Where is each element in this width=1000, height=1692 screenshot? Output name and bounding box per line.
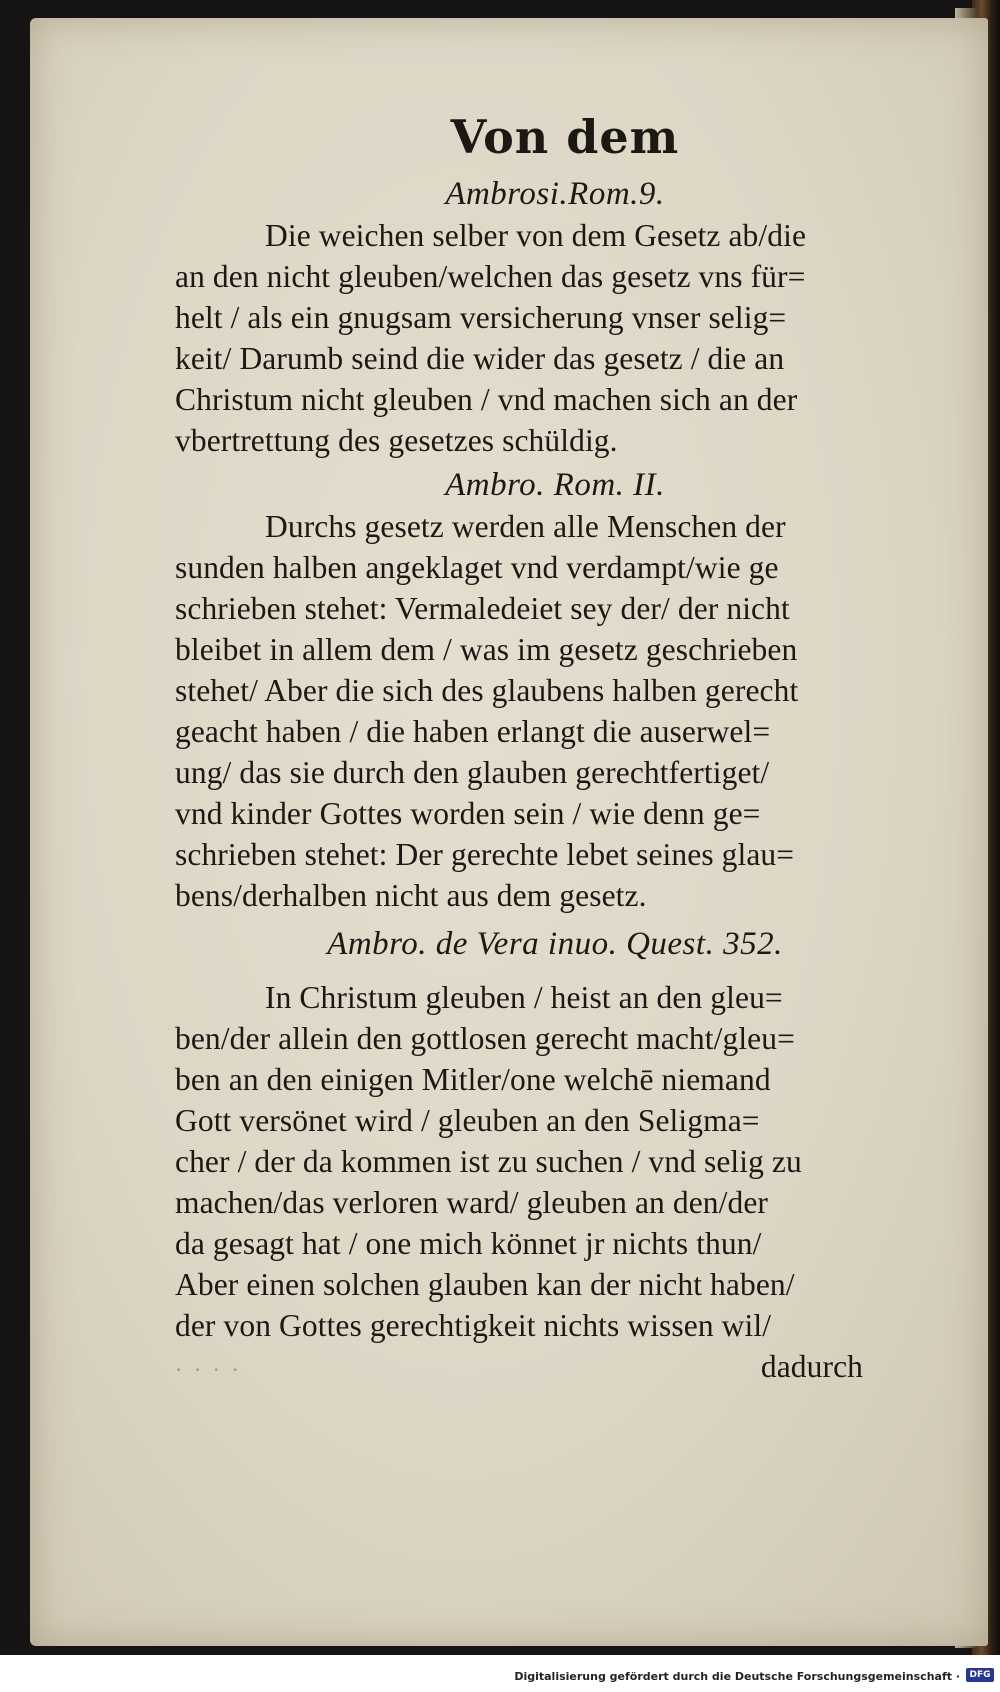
catchword-row xyxy=(175,1346,935,1390)
text-line: Die weichen selber von dem Gesetz ab/die xyxy=(265,218,807,253)
text-line: Gott versönet wird / gleuben an den Seligma= xyxy=(175,1103,760,1138)
text-line: sunden halben angeklaget vnd verdampt/wie ge xyxy=(175,550,779,585)
dfg-logo: DFG xyxy=(966,1668,994,1682)
text-line: an den nicht gleuben/welchen das gesetz vns für= xyxy=(175,259,806,294)
text-line: bleibet in allem dem / was im gesetz geschrieben xyxy=(175,632,798,667)
running-header: Von dem xyxy=(450,110,680,164)
section-paragraph-1 xyxy=(175,215,935,461)
text-line: Christum nicht gleuben / vnd machen sich an der xyxy=(175,382,798,417)
section-paragraph-3 xyxy=(175,977,935,1390)
section-heading-2: Ambro. Rom. II. xyxy=(445,467,665,503)
text-line: Aber einen solchen glauben kan der nicht haben/ xyxy=(175,1267,795,1302)
text-line: ben/der allein den gottlosen gerecht macht/gleu= xyxy=(175,1021,795,1056)
text-line: machen/das verloren ward/ gleuben an den/der xyxy=(175,1185,769,1220)
text-line: ben an den einigen Mitler/one welchē niemand xyxy=(175,1062,771,1097)
digitization-credit: Digitalisierung gefördert durch die Deutsche Forschungsgemeinschaft · xyxy=(514,1670,960,1683)
text-line: schrieben stehet: Vermaledeiet sey der/ der nicht xyxy=(175,591,790,626)
section-paragraph-2 xyxy=(175,506,935,916)
text-line: schrieben stehet: Der gerechte lebet seines glau= xyxy=(175,837,795,872)
text-line: bens/derhalben nicht aus dem gesetz. xyxy=(175,878,647,913)
text-line: ung/ das sie durch den glauben gerechtfertiget/ xyxy=(175,755,770,790)
text-line: der von Gottes gerechtigkeit nichts wissen wil/ xyxy=(175,1308,772,1343)
text-line: In Christum gleuben / heist an den gleu= xyxy=(265,980,783,1015)
text-line: vbertrettung des gesetzes schüldig. xyxy=(175,423,618,458)
text-line: helt / als ein gnugsam versicherung vnser selig= xyxy=(175,300,787,335)
text-line: Durchs gesetz werden alle Menschen der xyxy=(265,509,786,544)
text-line: stehet/ Aber die sich des glaubens halben gerecht xyxy=(175,673,799,708)
text-line: vnd kinder Gottes worden sein / wie denn ge= xyxy=(175,796,761,831)
text-line: geacht haben / die haben erlangt die auserwel= xyxy=(175,714,771,749)
catchword: dadurch xyxy=(760,1349,863,1384)
page-text xyxy=(175,110,935,1396)
text-line: da gesagt hat / one mich könnet jr nichts thun/ xyxy=(175,1226,762,1261)
ink-smudge: · · · · xyxy=(175,1357,242,1382)
section-heading-1: Ambrosi.Rom.9. xyxy=(445,176,665,212)
text-line: cher / der da kommen ist zu suchen / vnd selig zu xyxy=(175,1144,802,1179)
section-heading-3: Ambro. de Vera inuo. Quest. 352. xyxy=(327,926,783,962)
text-line: keit/ Darumb seind die wider das gesetz / die an xyxy=(175,341,785,376)
